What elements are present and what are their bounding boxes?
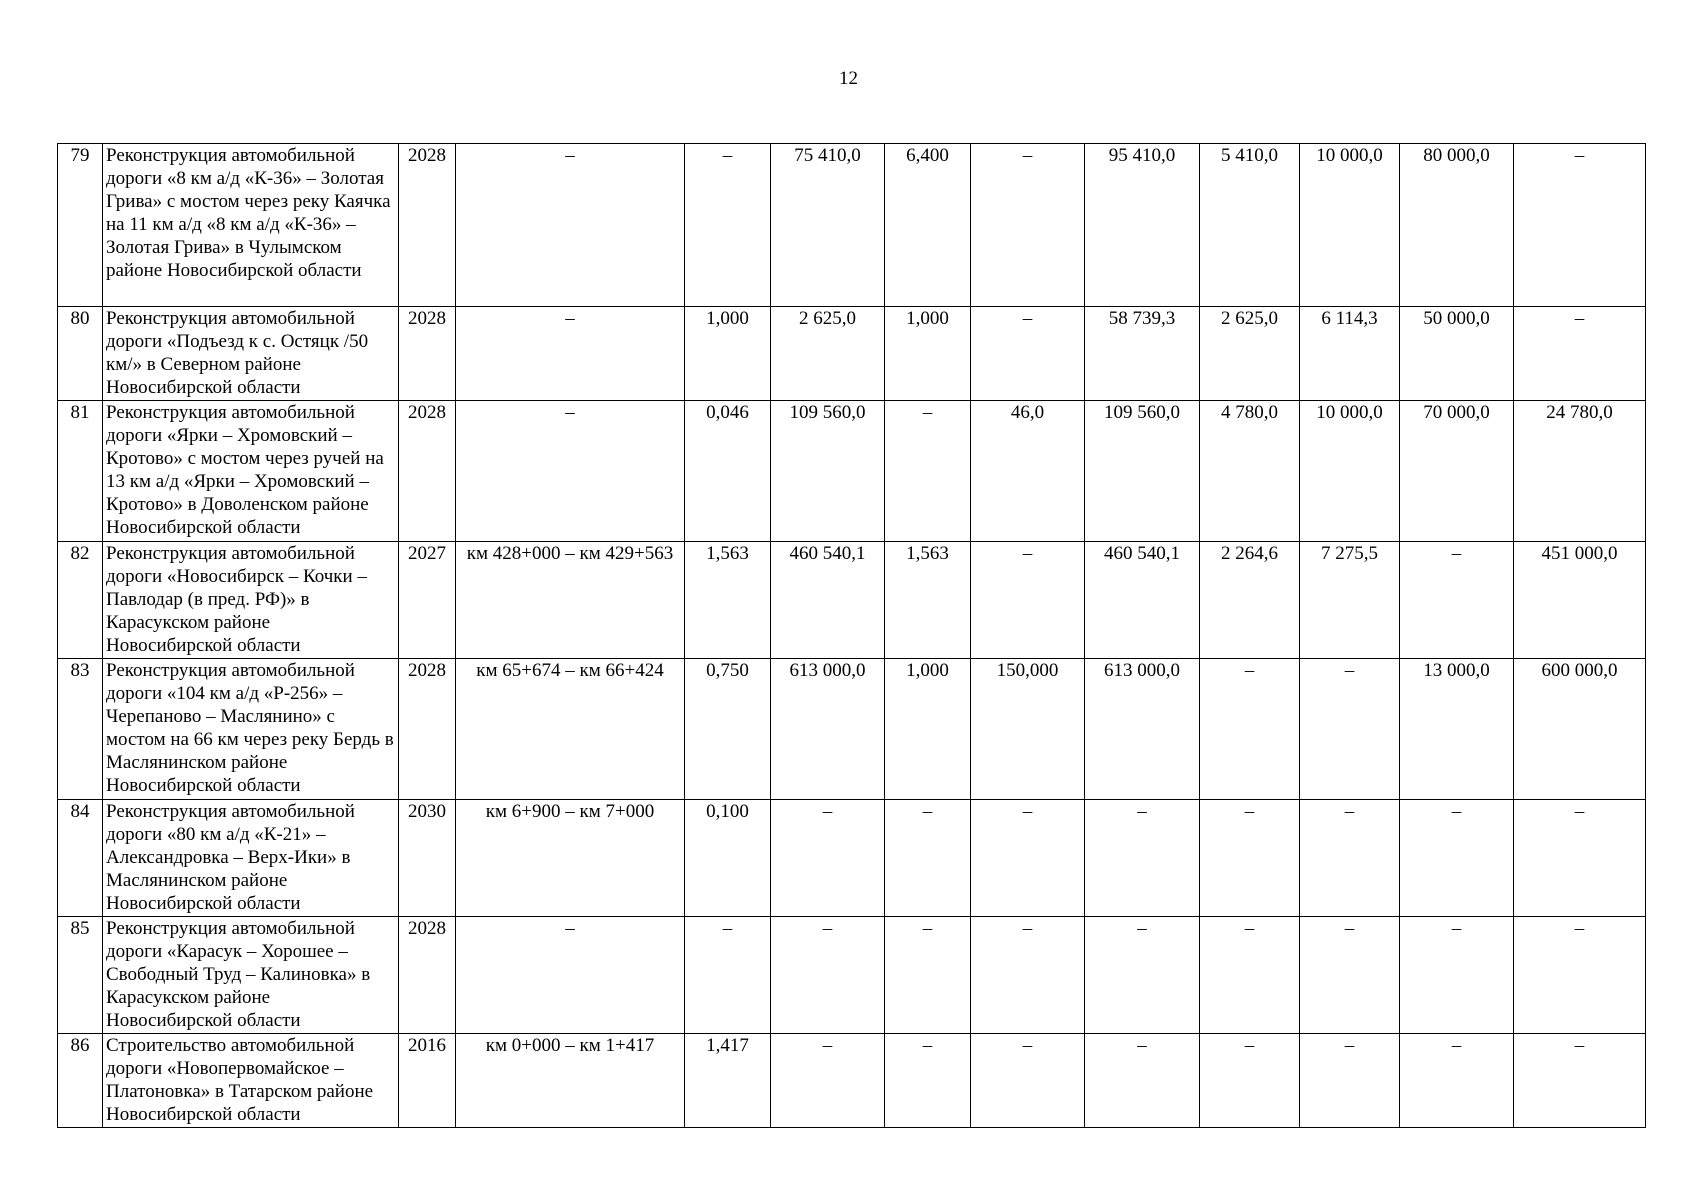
value-cell-9: 109 560,0 — [1085, 401, 1200, 542]
value-cell-13: – — [1514, 800, 1646, 917]
value-cell-11: – — [1300, 917, 1400, 1034]
row-number-cell: 82 — [58, 542, 103, 659]
value-cell-7: 1,000 — [885, 307, 971, 401]
project-name-cell: Реконструкция автомобильной дороги «104 км а/д «Р-256» – Черепаново – Маслянино» с мостом на 66 км через реку Бердь в Маслянинском районе Новосибирской области — [103, 659, 399, 800]
year-cell: 2028 — [399, 144, 456, 307]
value-cell-13: – — [1514, 307, 1646, 401]
value-cell-11: 10 000,0 — [1300, 401, 1400, 542]
table-row — [58, 401, 1646, 542]
year-cell: 2028 — [399, 659, 456, 800]
value-cell-12: – — [1400, 917, 1514, 1034]
value-cell-10: 4 780,0 — [1200, 401, 1300, 542]
value-cell-9: 58 739,3 — [1085, 307, 1200, 401]
value-cell-8: 150,000 — [971, 659, 1085, 800]
value-cell-7: – — [885, 800, 971, 917]
value-cell-8: – — [971, 800, 1085, 917]
km-range-cell: – — [456, 917, 685, 1034]
value-cell-10: – — [1200, 917, 1300, 1034]
project-name-cell: Реконструкция автомобильной дороги «80 км а/д «К-21» – Александровка – Верх-Ики» в Маслянинском районе Новосибирской области — [103, 800, 399, 917]
km-range-cell: – — [456, 144, 685, 307]
value-cell-10: – — [1200, 800, 1300, 917]
value-cell-9: 613 000,0 — [1085, 659, 1200, 800]
value-cell-10: 2 625,0 — [1200, 307, 1300, 401]
row-number-cell: 83 — [58, 659, 103, 800]
value-cell-11: 6 114,3 — [1300, 307, 1400, 401]
value-cell-7: – — [885, 917, 971, 1034]
value-cell-8: – — [971, 917, 1085, 1034]
table-body — [58, 144, 1646, 1128]
value-cell-6: 460 540,1 — [771, 542, 885, 659]
km-range-cell: км 65+674 – км 66+424 — [456, 659, 685, 800]
value-cell-8: – — [971, 144, 1085, 307]
value-cell-9: – — [1085, 917, 1200, 1034]
value-cell-10: 2 264,6 — [1200, 542, 1300, 659]
year-cell: 2028 — [399, 307, 456, 401]
value-cell-13: 451 000,0 — [1514, 542, 1646, 659]
value-cell-9: – — [1085, 800, 1200, 917]
year-cell: 2028 — [399, 917, 456, 1034]
value-cell-11: – — [1300, 659, 1400, 800]
project-name-cell: Реконструкция автомобильной дороги «Ярки – Хромовский – Кротово» с мостом через ручей на 13 км а/д «Ярки – Хромовский – Кротово» в Доволенском районе Новосибирской области — [103, 401, 399, 542]
value-cell-7: 6,400 — [885, 144, 971, 307]
value-cell-11: 10 000,0 — [1300, 144, 1400, 307]
value-cell-12: – — [1400, 800, 1514, 917]
value-cell-10: – — [1200, 659, 1300, 800]
project-name-cell: Реконструкция автомобильной дороги «Подъезд к с. Остяцк /50 км/» в Северном районе Новосибирской области — [103, 307, 399, 401]
year-cell: 2016 — [399, 1034, 456, 1128]
row-number-cell: 86 — [58, 1034, 103, 1128]
row-number-cell: 79 — [58, 144, 103, 307]
road-projects-table — [57, 143, 1646, 1128]
row-number-cell: 84 — [58, 800, 103, 917]
value-cell-11: 7 275,5 — [1300, 542, 1400, 659]
row-number-cell: 85 — [58, 917, 103, 1034]
km-range-cell: км 0+000 – км 1+417 — [456, 1034, 685, 1128]
value-cell-5: 0,100 — [685, 800, 771, 917]
value-cell-10: 5 410,0 — [1200, 144, 1300, 307]
table-row — [58, 800, 1646, 917]
value-cell-5: 0,750 — [685, 659, 771, 800]
value-cell-7: – — [885, 401, 971, 542]
value-cell-7: 1,563 — [885, 542, 971, 659]
value-cell-13: – — [1514, 144, 1646, 307]
value-cell-6: – — [771, 800, 885, 917]
table-row — [58, 144, 1646, 307]
value-cell-12: 70 000,0 — [1400, 401, 1514, 542]
value-cell-5: 1,563 — [685, 542, 771, 659]
value-cell-9: 95 410,0 — [1085, 144, 1200, 307]
value-cell-9: 460 540,1 — [1085, 542, 1200, 659]
value-cell-12: – — [1400, 542, 1514, 659]
value-cell-6: – — [771, 1034, 885, 1128]
value-cell-7: – — [885, 1034, 971, 1128]
value-cell-13: – — [1514, 1034, 1646, 1128]
value-cell-5: 1,417 — [685, 1034, 771, 1128]
km-range-cell: – — [456, 307, 685, 401]
year-cell: 2030 — [399, 800, 456, 917]
project-name-cell: Реконструкция автомобильной дороги «8 км а/д «К-36» – Золотая Грива» с мостом через реку Каячка на 11 км а/д «8 км а/д «К-36» – Золотая Грива» в Чулымском районе Новосибирской области — [103, 144, 399, 307]
value-cell-13: 24 780,0 — [1514, 401, 1646, 542]
year-cell: 2028 — [399, 401, 456, 542]
value-cell-6: 109 560,0 — [771, 401, 885, 542]
value-cell-7: 1,000 — [885, 659, 971, 800]
table-row — [58, 542, 1646, 659]
value-cell-6: 613 000,0 — [771, 659, 885, 800]
km-range-cell: км 428+000 – км 429+563 — [456, 542, 685, 659]
value-cell-9: – — [1085, 1034, 1200, 1128]
value-cell-11: – — [1300, 800, 1400, 917]
table-row — [58, 1034, 1646, 1128]
year-cell: 2027 — [399, 542, 456, 659]
value-cell-6: – — [771, 917, 885, 1034]
km-range-cell: км 6+900 – км 7+000 — [456, 800, 685, 917]
page-number: 12 — [839, 68, 858, 89]
value-cell-12: 50 000,0 — [1400, 307, 1514, 401]
value-cell-8: – — [971, 542, 1085, 659]
table-row — [58, 917, 1646, 1034]
value-cell-12: 80 000,0 — [1400, 144, 1514, 307]
value-cell-13: – — [1514, 917, 1646, 1034]
value-cell-5: – — [685, 917, 771, 1034]
value-cell-11: – — [1300, 1034, 1400, 1128]
table-row — [58, 659, 1646, 800]
table-row — [58, 307, 1646, 401]
project-name-cell: Реконструкция автомобильной дороги «Карасук – Хорошее – Свободный Труд – Калиновка» в Карасукском районе Новосибирской области — [103, 917, 399, 1034]
project-name-cell: Строительство автомобильной дороги «Новопервомайское – Платоновка» в Татарском районе Новосибирской области — [103, 1034, 399, 1128]
value-cell-12: 13 000,0 — [1400, 659, 1514, 800]
value-cell-13: 600 000,0 — [1514, 659, 1646, 800]
value-cell-12: – — [1400, 1034, 1514, 1128]
value-cell-5: 1,000 — [685, 307, 771, 401]
value-cell-6: 75 410,0 — [771, 144, 885, 307]
row-number-cell: 80 — [58, 307, 103, 401]
value-cell-5: 0,046 — [685, 401, 771, 542]
value-cell-8: 46,0 — [971, 401, 1085, 542]
row-number-cell: 81 — [58, 401, 103, 542]
km-range-cell: – — [456, 401, 685, 542]
project-name-cell: Реконструкция автомобильной дороги «Новосибирск – Кочки – Павлодар (в пред. РФ)» в Карасукском районе Новосибирской области — [103, 542, 399, 659]
value-cell-8: – — [971, 1034, 1085, 1128]
value-cell-5: – — [685, 144, 771, 307]
value-cell-10: – — [1200, 1034, 1300, 1128]
value-cell-6: 2 625,0 — [771, 307, 885, 401]
value-cell-8: – — [971, 307, 1085, 401]
